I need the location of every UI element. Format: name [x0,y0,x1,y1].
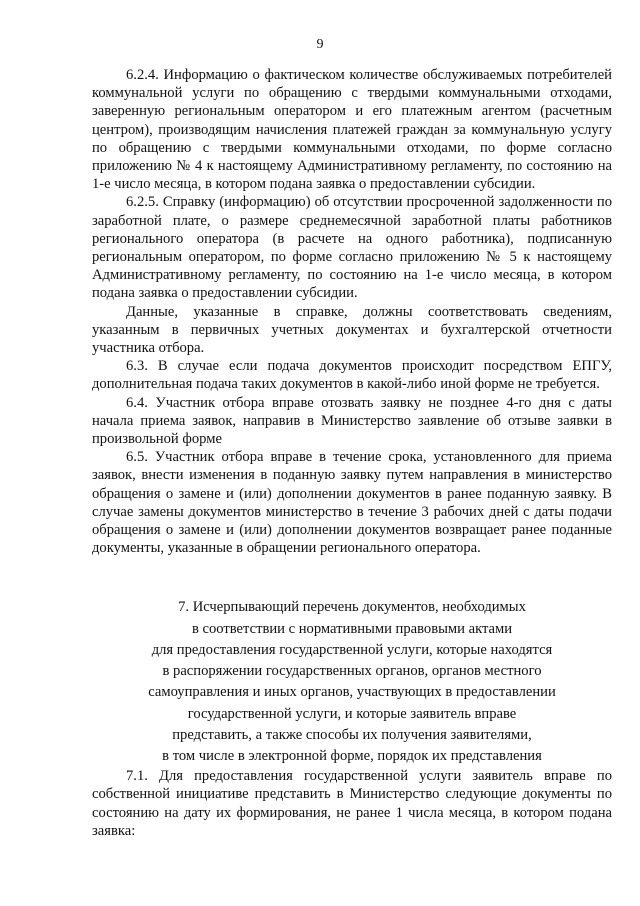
heading-line: в соответствии с нормативными правовыми актами [191,620,513,637]
heading-line: в том числе в электронной форме, порядок их представления [162,747,542,764]
heading-line: государственной услуги, и которые заявитель вправе [187,705,517,722]
paragraph-7-1: 7.1. Для предоставления государственной услуги заявитель вправе по собственной инициативе представить в Министерство следующие документы по состоянию на дату их формирования, не ранее 1 числа месяца, в котором подана заявка: [92,768,612,839]
paragraph-6-2-5: 6.2.5. Справку (информацию) об отсутствии просроченной задолженности по заработной плате, о размере среднемесячной заработной платы работников регионального оператора (в расчете на одного работника), подписанную региональным оператором, по форме согласно приложению № 5 к настоящему Административному регламенту, по состоянию на 1-е число месяца, в котором подана заявка о предоставлении субсидии. [92,194,612,302]
section-7-heading [92,597,612,767]
heading-line: 7. Исчерпывающий перечень документов, необходимых [178,599,526,616]
paragraph-6-4: 6.4. Участник отбора вправе отозвать заявку не позднее 4-го дня с даты начала приема заявок, направив в Министерство заявление об отзыве заявки в произвольной форме [92,394,612,448]
heading-line: представить, а также способы их получения заявителями, [172,726,532,743]
paragraph-data-note: Данные, указанные в справке, должны соответствовать сведениям, указанным в первичных учетных документах и бухгалтерской отчетности участника отбора. [92,303,612,357]
paragraph-6-2-4: 6.2.4. Информацию о фактическом количестве обслуживаемых потребителей коммунальной услуги по обращению с твердыми коммунальными отходами, заверенную региональным оператором и его платежным агентом (расчетным центром), производящим начисления платежей граждан за коммунальную услугу по обращению с твердыми коммунальными отходами, по форме согласно приложению № 4 к настоящему Административному регламенту, по состоянию на 1-е число месяца, в котором подана заявка о предоставлении субсидии. [92,67,612,193]
heading-line: в распоряжении государственных органов, органов местного [162,663,542,680]
paragraph-6-5: 6.5. Участник отбора вправе в течение срока, установленного для приема заявок, внести изменения в поданную заявку путем направления в министерство обращения о замене и (или) дополнении документов в ранее поданную заявку. В случае замены документов министерство в течение 3 рабочих дней с даты подачи обращения о замене и (или) дополнении документов возвращает ранее поданные документы, указанные в обращении регионального оператора. [92,449,612,557]
page-number: 9 [316,37,324,52]
heading-line: самоуправления и иных органов, участвующих в предоставлении [148,684,556,701]
paragraph-6-3: 6.3. В случае если подача документов происходит посредством ЕПГУ, дополнительная подача таких документов в какой-либо иной форме не требуется. [92,358,612,393]
heading-line: для предоставления государственной услуги, которые находятся [151,641,553,658]
page-content [92,66,612,840]
